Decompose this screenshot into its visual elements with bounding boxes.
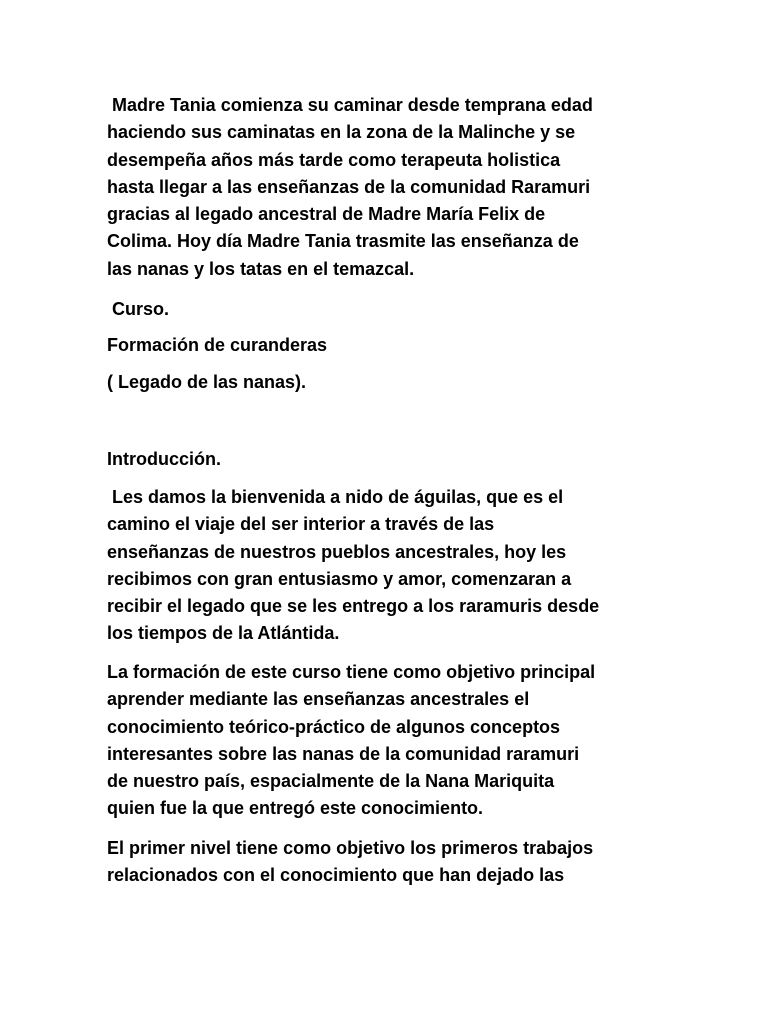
text-line: quien fue la que entregó este conocimiento. [107, 798, 484, 819]
course-title [107, 332, 687, 359]
text-line: recibir el legado que se les entrego a los raramuris desde [107, 596, 600, 617]
text-line: conocimiento teórico-práctico de algunos conceptos [107, 716, 561, 737]
text-line: haciendo sus caminatas en la zona de la Malinche y se [107, 122, 576, 143]
paragraph-intro-bio [107, 92, 687, 283]
text-line: de nuestro país, espacialmente de la Nana Mariquita [107, 771, 555, 792]
text-line: camino el viaje del ser interior a través de las [107, 514, 495, 535]
text-line: Formación de curanderas [107, 335, 328, 355]
text-line: los tiempos de la Atlántida. [107, 623, 340, 644]
text-line: enseñanzas de nuestros pueblos ancestrales, hoy les [107, 541, 567, 562]
course-label [107, 296, 687, 323]
text-line: Colima. Hoy día Madre Tania trasmite las enseñanza de [107, 231, 579, 252]
text-line: aprender mediante las enseñanzas ancestrales el [107, 689, 530, 710]
text-line: Les damos la bienvenida a nido de águilas, que es el [107, 487, 564, 507]
paragraph-welcome [107, 484, 687, 648]
text-line: hasta llegar a las enseñanzas de la comunidad Raramuri [107, 176, 591, 197]
text-line: recibimos con gran entusiasmo y amor, comenzaran a [107, 568, 572, 589]
text-line: las nanas y los tatas en el temazcal. [107, 258, 415, 279]
course-subtitle [107, 369, 687, 396]
paragraph-first-level [107, 835, 687, 890]
text-line: gracias al legado ancestral de Madre María Felix de [107, 204, 546, 225]
text-line: ( Legado de las nanas). [107, 372, 307, 392]
text-line: relacionados con el conocimiento que han dejado las [107, 865, 565, 886]
text-line: Introducción. [107, 449, 221, 469]
text-line: interesantes sobre las nanas de la comunidad raramuri [107, 743, 580, 764]
text-line: La formación de este curso tiene como objetivo principal [107, 662, 596, 682]
text-line: El primer nivel tiene como objetivo los primeros trabajos [107, 838, 594, 858]
text-line: Madre Tania comienza su caminar desde temprana edad [107, 95, 593, 115]
text-line: Curso. [107, 299, 170, 319]
paragraph-objective [107, 659, 687, 823]
introduction-heading [107, 446, 687, 473]
text-line: desempeña años más tarde como terapeuta holistica [107, 149, 561, 170]
